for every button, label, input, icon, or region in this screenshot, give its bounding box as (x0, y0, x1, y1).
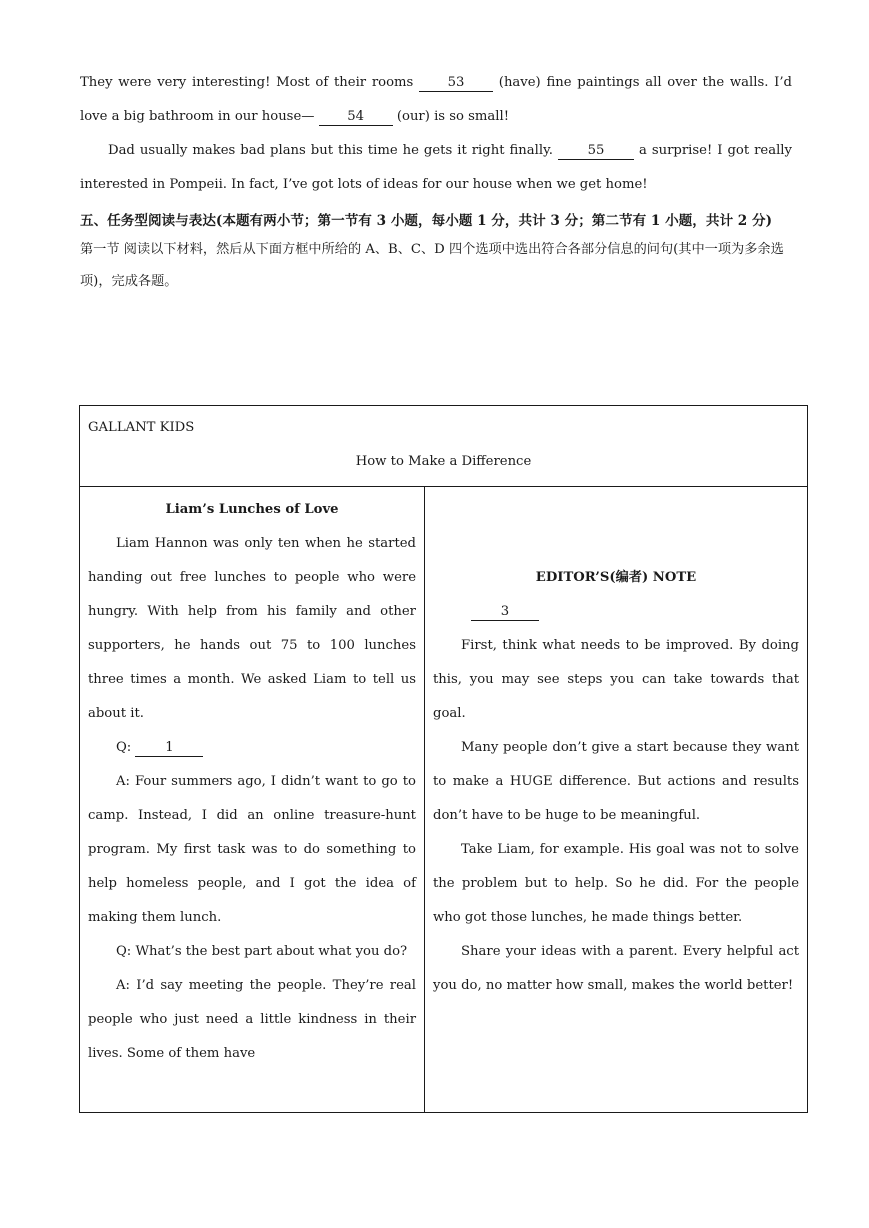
box-header-subtitle: How to Make a Difference (355, 454, 532, 469)
passage-text: They were very interesting! Most of their rooms (80, 75, 414, 90)
editor-note-paragraph-2: Many people don’t give a start because they want to make a HUGE difference. But actions and results don’t have to be huge to be meaningful. (433, 740, 799, 823)
editor-note-paragraph-4: Share your ideas with a parent. Every helpful act you do, no matter how small, makes the world better! (433, 944, 799, 993)
box-header-title: GALLANT KIDS (88, 420, 195, 435)
blank-1[interactable]: 1 (135, 739, 203, 757)
box-header (80, 406, 808, 487)
left-column-title: Liam’s Lunches of Love (165, 502, 339, 517)
question-2: Q: What’s the best part about what you do? (116, 944, 408, 959)
section-instructions: 第一节 阅读以下材料，然后从下面方框中所给的 A、B、C、D 四个选项中选出符合各部分信息的问句(其中一项为多余选项)，完成各题。 (80, 242, 784, 289)
passage-text: (our) is so small! (396, 109, 510, 124)
answer-1: A: Four summers ago, I didn’t want to go to camp. Instead, I did an online treasure-hunt program. My first task was to do something to help homeless people, and I got the idea of making them lunch. (88, 774, 416, 925)
blank-3[interactable]: 3 (471, 603, 539, 621)
passage-text: a surprise! I got really interested in Pompeii. In fact, I’ve got lots of ideas for our house when we get home! (80, 143, 792, 192)
editor-note-paragraph-3: Take Liam, for example. His goal was not to solve the problem but to help. So he did. For the people who got those lunches, he made things better. (433, 842, 799, 925)
passage-text: finally. (509, 143, 553, 158)
editor-note-paragraph-1: First, think what needs to be improved. By doing this, you may see steps you can take towards that goal. (433, 638, 799, 721)
left-column (80, 487, 425, 1113)
editor-note-title: EDITOR’S(编者) NOTE (535, 570, 697, 585)
question-1 (88, 731, 416, 765)
answer-2: A: I’d say meeting the people. They’re real people who just need a little kindness in their lives. Some of them have (88, 978, 416, 1061)
blank-3-line (433, 595, 799, 629)
blank-54[interactable]: 54 (319, 108, 393, 126)
section-title: 五、任务型阅读与表达(本题有两小节；第一节有 3 小题，每小题 1 分，共计 3 分；第二节有 1 小题，共计 2 分) (80, 213, 773, 229)
passage-paragraph-1 (80, 66, 792, 134)
passage-text: (have) fine paintings all over the walls. I’d love a big bathroom in our house— (80, 75, 792, 124)
question-prefix: Q: (116, 740, 132, 755)
blank-55[interactable]: 55 (558, 142, 634, 160)
right-column (425, 487, 808, 1113)
right-column-spacer (433, 493, 799, 561)
left-intro: Liam Hannon was only ten when he started handing out free lunches to people who were hungry. With help from his family and other supporters, he hands out 75 to 100 lunches three times a month. We asked Liam to tell us about it. (88, 536, 416, 721)
blank-53[interactable]: 53 (419, 74, 493, 92)
reading-material-box (79, 405, 808, 1113)
passage-paragraph-2 (80, 134, 792, 202)
passage-text: Dad usually makes bad plans but this time he gets it right (108, 143, 505, 158)
document-page (80, 66, 792, 298)
